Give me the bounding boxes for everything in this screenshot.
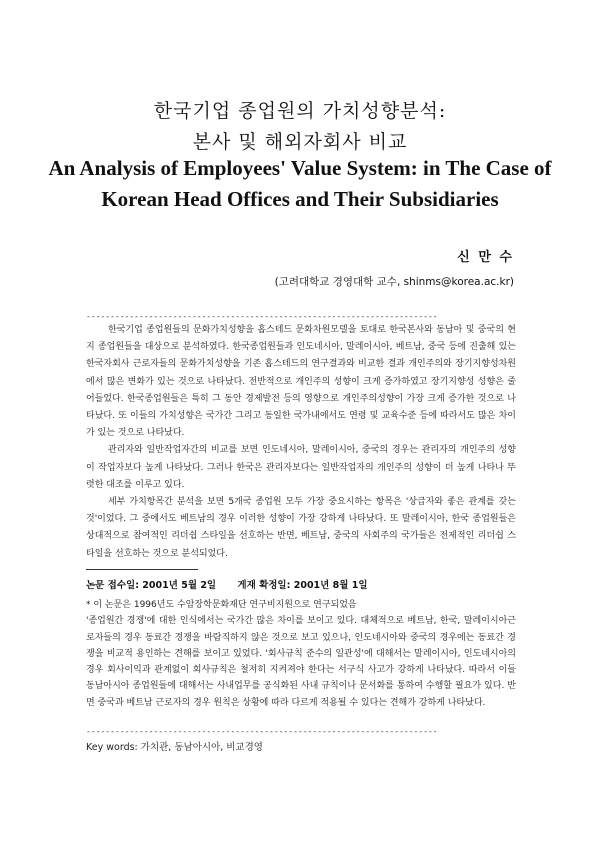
abstract-top-divider: ------------------------------------------------------------------------- xyxy=(86,312,438,321)
korean-title-line-1: 한국기업 종업원의 가치성향분석: xyxy=(153,100,447,122)
author-name: 신 만 수 xyxy=(457,250,514,265)
abstract-paragraph: 한국기업 종업원들의 문화가치성향을 홉스테드 문화차원모델을 토대로 한국본사와 동남아 및 중국의 현지 종업원들을 대상으로 분석하였다. 한국종업원들과 인도네시아, 말레이시아, 베트남, 중국 등에 진출해 있는 한국자회사 근로자들의 문화가치성향을 기존 홉스테드의 연구결과와 비교한 결과 개인주의와 장기지향성차원에서 많은 변화가 있는 것으로 나타났다. 전반적으로 개인주의 성향이 크게 증가하였고 장기지향성 성향은 줄어들었다. 한국종업원들은 특히 그 동안 경제발전 등의 영향으로 개인주의성향이 가장 크게 증가한 것으로 나타났다. 또 이들의 가치성향은 국가간 그리고 동일한 국가내에서도 연령 및 교육수준 등에 따라서도 많은 차이가 있는 것으로 나타났다. xyxy=(86,325,516,439)
funding-note: * 이 논문은 1996년도 수암장학문화재단 연구비지원으로 연구되었음 xyxy=(86,600,357,610)
footnote-body: '종업원간 경쟁'에 대한 인식에서는 국가간 많은 차이를 보이고 있다. 대체적으로 베트남, 한국, 말레이시아근로자들의 경우 동료간 경쟁을 바람직하지 않은 것으로 보고 있으나, 인도네시아와 중국의 경우에는 동료간 경쟁을 비교적 용인하는 견해를 보이고 있었다. '회사규칙 준수의 일관성'에 대해서는 말레이시아, 인도네시아의 경우 회사이익과 관계없이 회사규칙은 철저히 지켜져야 한다는 서구식 사고가 강하게 나타났다. 따라서 이들 동남아시아 종업원들에 대해서는 사내업무를 공식화된 사내 규칙이나 문서화를 통하여 수행할 필요가 있다. 반면 중국과 베트남 근로자의 경우 원칙은 상황에 따라 다르게 적용될 수 있다는 견해가 강하게 나타났다. xyxy=(86,616,516,708)
author-affiliation: (고려대학교 경영대학 교수, shinms@korea.ac.kr) xyxy=(274,276,514,288)
abstract xyxy=(86,322,516,563)
received-date: 논문 접수일: 2001년 5월 2일 xyxy=(86,580,217,591)
submission-dates xyxy=(86,577,386,591)
keywords: Key words: 가치관, 동남아시아, 비교경영 xyxy=(86,742,263,753)
keywords-divider: ------------------------------------------------------------------------- xyxy=(86,727,438,736)
english-title: An Analysis of Employees' Value System: in The Case of Korean Head Offices and Their Subsidiaries xyxy=(48,156,552,211)
footnote xyxy=(86,597,516,711)
korean-title-line-2: 본사 및 해외자회사 비교 xyxy=(192,131,408,153)
abstract-paragraph: 관리자와 일반작업자간의 비교를 보면 인도네시아, 말레이시아, 중국의 경우는 관리자의 개인주의 성향이 작업자보다 높게 나타났다. 그러나 한국은 관리자보다는 일반작업자의 개인주의 성향이 더 높게 나타나 뚜렷한 대조를 이루고 있다. xyxy=(86,445,516,490)
accepted-date: 게재 확정일: 2001년 8월 1일 xyxy=(237,580,368,591)
abstract-paragraph: 세부 가치항목간 분석을 보면 5개국 종업원 모두 가장 중요시하는 항목은 '상급자와 좋은 관계를 갖는것'이었다. 그 중에서도 베트남의 경우 이러한 성향이 가장 강하게 나타났다. 또 말레이시아, 한국 종업원들은 상대적으로 참여적인 리더쉽 스타일을 선호하는 반면, 베트남, 중국의 사회주의 국가들은 전제적인 리더쉽 스타일을 선호하는 것으로 분석되었다. xyxy=(86,497,516,559)
footnote-rule xyxy=(86,569,198,570)
